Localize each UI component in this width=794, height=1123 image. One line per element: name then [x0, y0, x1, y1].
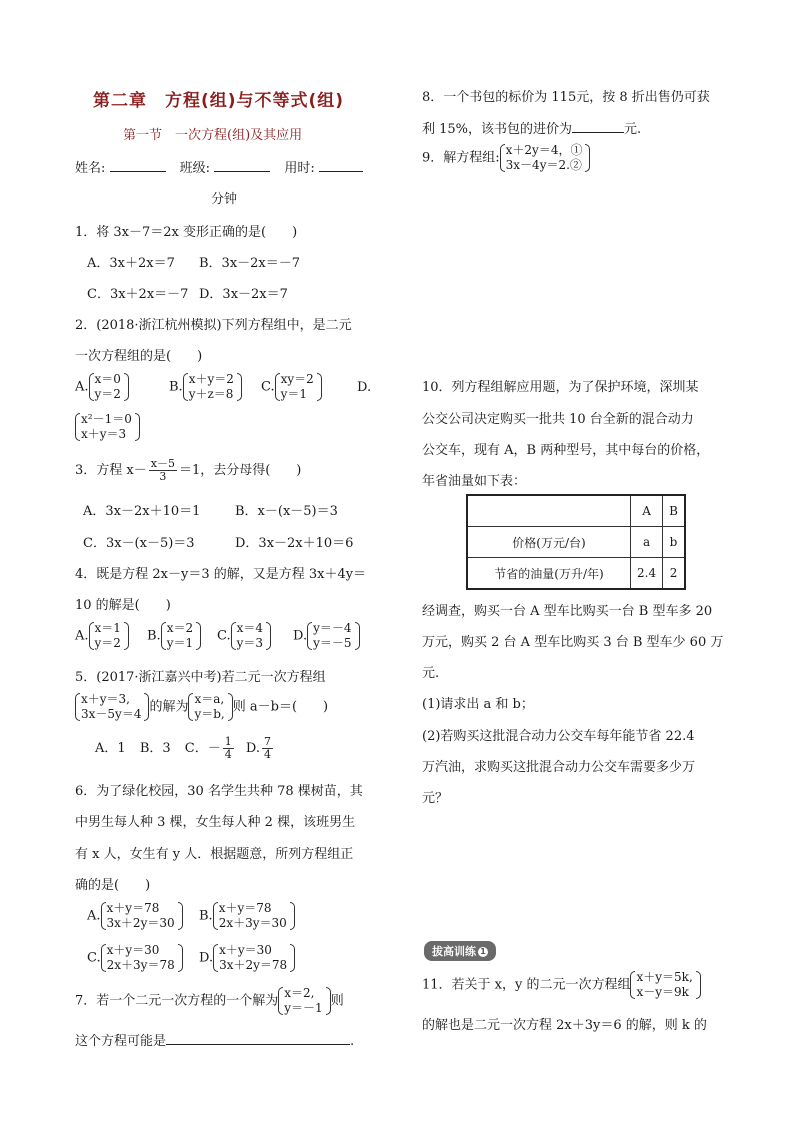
q3-stem: 3．方程 x－ $\frac{x-5}{3}$ ＝1，去分母得( ) — [75, 457, 302, 483]
table-cell: 2.4 — [631, 558, 663, 590]
q10-part1: (1)请求出 a 和 b； — [422, 697, 534, 712]
q3-option-d[interactable]: D．3x－2x＋10＝6 — [235, 536, 354, 551]
q2-option-c[interactable]: C. xy＝2 y＝1 — [261, 372, 322, 402]
q10-after-line3: 元. — [422, 666, 440, 681]
q3-option-c[interactable]: C．3x－(x－5)＝3 — [83, 536, 195, 551]
q1-option-d[interactable]: D．3x－2x＝7 — [199, 287, 288, 302]
q10-part2-line3: 元？ — [422, 791, 449, 806]
q6-option-b[interactable]: B. x＋y＝78 2x＋3y＝30 — [199, 901, 295, 931]
class-blank[interactable] — [214, 159, 270, 172]
q8-line2: 利 15%，该书包的进价为 元. — [422, 122, 642, 137]
badge-number: 1 — [478, 947, 488, 957]
q6-line3: 有 x 人，女生有 y 人．根据题意，所列方程组正 — [75, 847, 354, 862]
q10-line1: 10．列方程组解应用题，为了保护环境，深圳某 — [422, 380, 699, 395]
time-label: 用时: — [284, 161, 315, 176]
q10-after-line1: 经调查，购买一台 A 型车比购买一台 B 型车多 20 — [422, 604, 713, 619]
q9-stem: 9．解方程组: x＋2y＝4，① 3x－4y＝2.② — [422, 143, 590, 173]
time-blank[interactable] — [319, 159, 363, 172]
q2-option-d-label[interactable]: D. — [357, 380, 372, 395]
q4-option-d[interactable]: D. y＝－4 y＝－5 — [293, 621, 360, 651]
q1-option-c[interactable]: C．3x＋2x＝－7 — [87, 287, 189, 302]
chapter-title: 第二章 方程(组)与不等式(组) — [93, 91, 345, 111]
q4-stem-line2: 10 的解是( ) — [75, 598, 171, 613]
q1-option-b[interactable]: B．3x－2x＝－7 — [199, 256, 301, 271]
table-cell: 价格(万元/台) — [467, 527, 631, 558]
q3-option-a[interactable]: A．3x－2x＋10＝1 — [83, 504, 201, 519]
table-header-cell: B — [663, 495, 685, 527]
q8-answer-blank[interactable] — [572, 120, 624, 133]
table-cell: b — [663, 527, 685, 558]
student-info-line — [75, 157, 363, 176]
table-cell: a — [631, 527, 663, 558]
q5-options[interactable]: A．1 B．3 C．－ $\frac{1}{4}$ D. $\frac{7}{4}$ — [95, 735, 271, 761]
minute-label: 分钟 — [211, 192, 238, 207]
name-blank[interactable] — [110, 159, 166, 172]
q10-line4: 年省油量如下表： — [422, 474, 527, 489]
class-label: 班级: — [179, 161, 211, 176]
q10-part2-line1: (2)若购买这批混合动力公交车每年能节省 22.4 — [422, 729, 695, 744]
q10-line2: 公交公司决定购买一批共 10 台全新的混合动力 — [422, 412, 694, 427]
q8-line1: 8．一个书包的标价为 115元，按 8 折出售仍可获 — [422, 90, 710, 105]
q2-stem-line2: 一次方程组的是( ) — [75, 349, 203, 364]
q2-option-a[interactable]: A. x＝0 y＝2 — [75, 372, 129, 402]
q2-option-b[interactable]: B. x＋y＝2 y＋z＝8 — [169, 372, 242, 402]
q1-option-a[interactable]: A．3x＋2x＝7 — [87, 256, 175, 271]
q11-line2: 的解也是二元一次方程 2x＋3y＝6 的解，则 k 的 — [422, 1018, 707, 1033]
q4-option-b[interactable]: B. x＝2 y＝1 — [147, 621, 201, 651]
q2-option-d[interactable]: x²－1＝0 x＋y＝3 — [75, 412, 140, 442]
q5-stem-line2: x＋y＝3, 3x－5y＝4 的解为 x＝a, y＝b, 则 a－b＝( ) — [75, 692, 328, 722]
name-label: 姓名: — [75, 161, 106, 176]
table-row — [467, 558, 685, 590]
q6-option-c[interactable]: C. x＋y＝30 2x＋3y＝78 — [87, 943, 183, 973]
table-cell: 节省的油量(万升/年) — [467, 558, 631, 590]
q6-line4: 确的是( ) — [75, 878, 151, 893]
section-title: 第一节 一次方程(组)及其应用 — [123, 128, 303, 143]
q11-stem: 11．若关于 x，y 的二元一次方程组 x＋y＝5k, x－y＝9k — [422, 970, 701, 1000]
q1-stem: 1．将 3x－7＝2x 变形正确的是( ) — [75, 225, 298, 240]
q10-table — [466, 494, 686, 590]
q10-part2-line2: 万汽油，求购买这批混合动力公交车需要多少万 — [422, 760, 696, 775]
badge-label: 拔高训练 — [432, 945, 476, 958]
q5-stem-line1: 5．(2017·浙江嘉兴中考)若二元一次方程组 — [75, 670, 326, 685]
q7-line2: 这个方程可能是 . — [75, 1034, 355, 1049]
table-header-row — [467, 495, 685, 527]
table-row — [467, 527, 685, 558]
q10-after-line2: 万元，购买 2 台 A 型车比购买 3 台 B 型车少 60 万 — [422, 635, 724, 650]
q7-answer-blank[interactable] — [166, 1032, 350, 1045]
q7-stem: 7．若一个二元一次方程的一个解为 x＝2, y＝－1 则 — [75, 986, 344, 1015]
q6-line1: 6．为了绿化校园，30 名学生共种 78 棵树苗，其 — [75, 784, 363, 799]
q6-option-a[interactable]: A. x＋y＝78 3x＋2y＝30 — [87, 901, 183, 931]
q6-option-d[interactable]: D. x＋y＝30 3x＋2y＝78 — [199, 943, 295, 973]
q4-stem-line1: 4．既是方程 2x－y＝3 的解，又是方程 3x＋4y＝ — [75, 567, 367, 582]
q2-stem-line1: 2．(2018·浙江杭州模拟)下列方程组中，是二元 — [75, 318, 352, 333]
q6-line2: 中男生每人种 3 棵，女生每人种 2 棵，该班男生 — [75, 815, 356, 830]
q4-option-c[interactable]: C. x＝4 y＝3 — [217, 621, 271, 651]
q10-line3: 公交车，现有 A，B 两种型号，其中每台的价格， — [422, 443, 710, 458]
q3-option-b[interactable]: B．x－(x－5)＝3 — [235, 504, 338, 519]
table-header-cell — [467, 495, 631, 527]
section-badge — [424, 941, 496, 961]
q4-option-a[interactable]: A. x＝1 y＝2 — [75, 621, 129, 651]
table-header-cell: A — [631, 495, 663, 527]
table-cell: 2 — [663, 558, 685, 590]
